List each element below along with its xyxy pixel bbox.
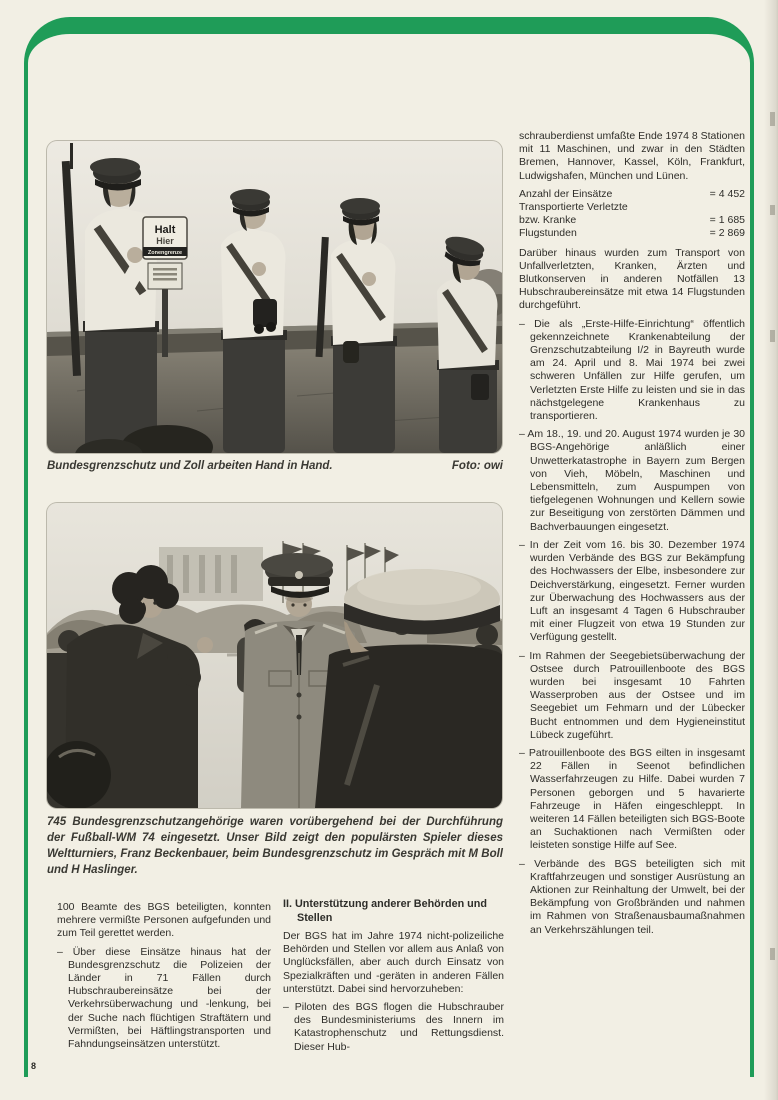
- column-middle: [283, 898, 504, 1092]
- column-right: [519, 130, 745, 1083]
- stat-label: Flugstunden: [519, 227, 577, 240]
- photo-beckenbauer: [47, 503, 502, 808]
- photo-border-guards-illustration: [47, 141, 502, 453]
- sign-line-hier: Hier: [156, 236, 174, 246]
- section-heading: II. Unterstützung anderer Behörden und Stellen: [283, 898, 487, 924]
- stat-value: = 2 869: [709, 227, 745, 240]
- photo1-caption: Bundesgrenzschutz und Zoll arbeiten Hand in Hand.: [47, 460, 333, 472]
- stats-row: [519, 201, 745, 214]
- paragraph: – Patrouillenboote des BGS eilten in insgesamt 22 Fällen in Seenot befindlichen Wasserfahrzeugen zu Hilfe. Dabei wurden 7 Personen geborgen und 5 havarierte Fahrzeuge in Häfen eingeschleppt. In weiteren 14 Fällen beteiligten sich BGS-Boote an Suchaktionen nach Vermißten oder leisteten sonstige Hilfe auf See.: [519, 746, 745, 852]
- scan-artifact: [770, 948, 775, 960]
- paragraph: – In der Zeit vom 16. bis 30. Dezember 1974 wurden Verbände des BGS zur Bekämpfung des Hochwassers der Elbe, insbesondere zur Deichverstärkung, eingesetzt. Ferner wurden zur Überwachung des Hochwassers aus der Luft an insgesamt 4 Tagen 6 Hubschrauber mit einer Flugzeit von etwa 19 Stunden zur Verfügung gestellt.: [519, 538, 745, 644]
- photo2-caption: 745 Bundesgrenzschutzangehörige waren vorübergehend bei der Durchführung der Fußball-WM 74 eingesetzt. Unser Bild zeigt den populärsten Spieler dieses Weltturniers, Franz Beckenbauer, beim Bundesgrenzschutz im Gespräch mit M Boll und H Haslinger.: [47, 816, 503, 876]
- column-left: [57, 901, 271, 1091]
- stat-value: = 1 685: [709, 214, 745, 227]
- scan-artifact: [770, 112, 775, 126]
- paragraph: – Über diese Einsätze hinaus hat der Bundesgrenzschutz die Polizeien der Länder in 71 Fällen durch Hubschraubereinsätze bei der Verkehrsüberwachung und -lenkung, bei der Suche nach flüchtigen Straftätern und Vermißten, bei Häftlingstransporten und Fahndungseinsätzen unterstützt.: [57, 945, 271, 1051]
- scan-artifact: [770, 330, 775, 342]
- photo-beckenbauer-illustration: [47, 503, 502, 808]
- page-number: 8: [31, 1061, 37, 1071]
- sign-line-halt: Halt: [154, 224, 176, 236]
- stat-label: Transportierte Verletzte: [519, 201, 628, 214]
- photo1-caption-row: [47, 459, 503, 474]
- paragraph: Darüber hinaus wurden zum Transport von Unfallverletzten, Kranken, Ärzten und Blutkonserven in anderen Notfällen 13 Hubschraubereinsätze mit etwa 14 Flugstunden durchgeführt.: [519, 246, 745, 312]
- stats-row: [519, 227, 745, 240]
- stat-value: = 4 452: [709, 187, 745, 200]
- stat-label: bzw. Kranke: [519, 214, 577, 227]
- paragraph: – Verbände des BGS beteiligten sich mit Kraftfahrzeugen und sonstiger Ausrüstung an Aktionen zur Reinhaltung der Umwelt, bei der Bekämpfung von Großbränden und nahmen im Rahmen von Straßenausbaumaßnahmen an Verkehrszählungen teil.: [519, 857, 745, 936]
- scan-edge-shading: [764, 0, 778, 1100]
- stats-row: [519, 214, 745, 227]
- sign-line-zonengrenze: Zonengrenze: [147, 250, 183, 256]
- photo1-credit: Foto: owi: [451, 460, 503, 472]
- paragraph: Der BGS hat im Jahre 1974 nicht-polizeiliche Behörden und Stellen vor allem aus Anlaß von Unglücksfällen, aber auch durch Einsatz von Spezialkräften und -geräten in anderen Fällen unterstützt. Dabei sind hervorzuheben:: [283, 930, 504, 995]
- paragraph: – Am 18., 19. und 20. August 1974 wurden je 30 BGS-Angehörige anläßlich einer Unwetterkatastrophe in Bayern zum Bergen von Vieh, Möbeln, Maschinen und Lebensmitteln, zum Auspumpen von tiefgelegenen Wohnungen und Kellern sowie zur Beseitigung von zerstörten Dämmen und Bachverbauungen eingesetzt.: [519, 428, 745, 533]
- photo-border-guards: [47, 141, 502, 453]
- stats-row: [519, 188, 745, 201]
- paragraph: – Piloten des BGS flogen die Hubschrauber des Bundesministeriums des Innern im Katastrophenschutz und Rettungsdienst. Dieser Hub-: [283, 1001, 504, 1053]
- stat-label: Anzahl der Einsätze: [519, 187, 613, 200]
- paragraph: – Die als „Erste-Hilfe-Einrichtung“ öffentlich gekennzeichnete Krankenabteilung der Grenzschutzabteilung I/2 in Bayreuth wurde am 24. April und 8. Mai 1974 bei zwei schweren Unfällen zur Hilfe gerufen, um Verletzten Erste Hilfe zu leisten und sie in das nächstgelegene Krankenhaus zu transportieren.: [519, 317, 745, 423]
- scan-artifact: [770, 205, 775, 215]
- paragraph: schrauberdienst umfaßte Ende 1974 8 Stationen mit 11 Maschinen, und zwar in den Städten Bremen, Hannover, Kassel, Köln, Frankfurt, Ludwigshafen, München und Lünen.: [519, 130, 745, 182]
- helicopter-stats: [519, 188, 745, 241]
- paragraph: – Im Rahmen der Seegebietsüberwachung der Ostsee durch Patrouillenboote des BGS wurden bei insgesamt 10 Fahrten Wasserproben aus der Ostsee und im Seegebiet um Fehmarn und der Lübecker Bucht entnommen und dem Hygieneinstitut Lübeck zugeführt.: [519, 649, 745, 741]
- paragraph: 100 Beamte des BGS beteiligten, konnten mehrere vermißte Personen aufgefunden und zum Teil gerettet werden.: [57, 901, 271, 940]
